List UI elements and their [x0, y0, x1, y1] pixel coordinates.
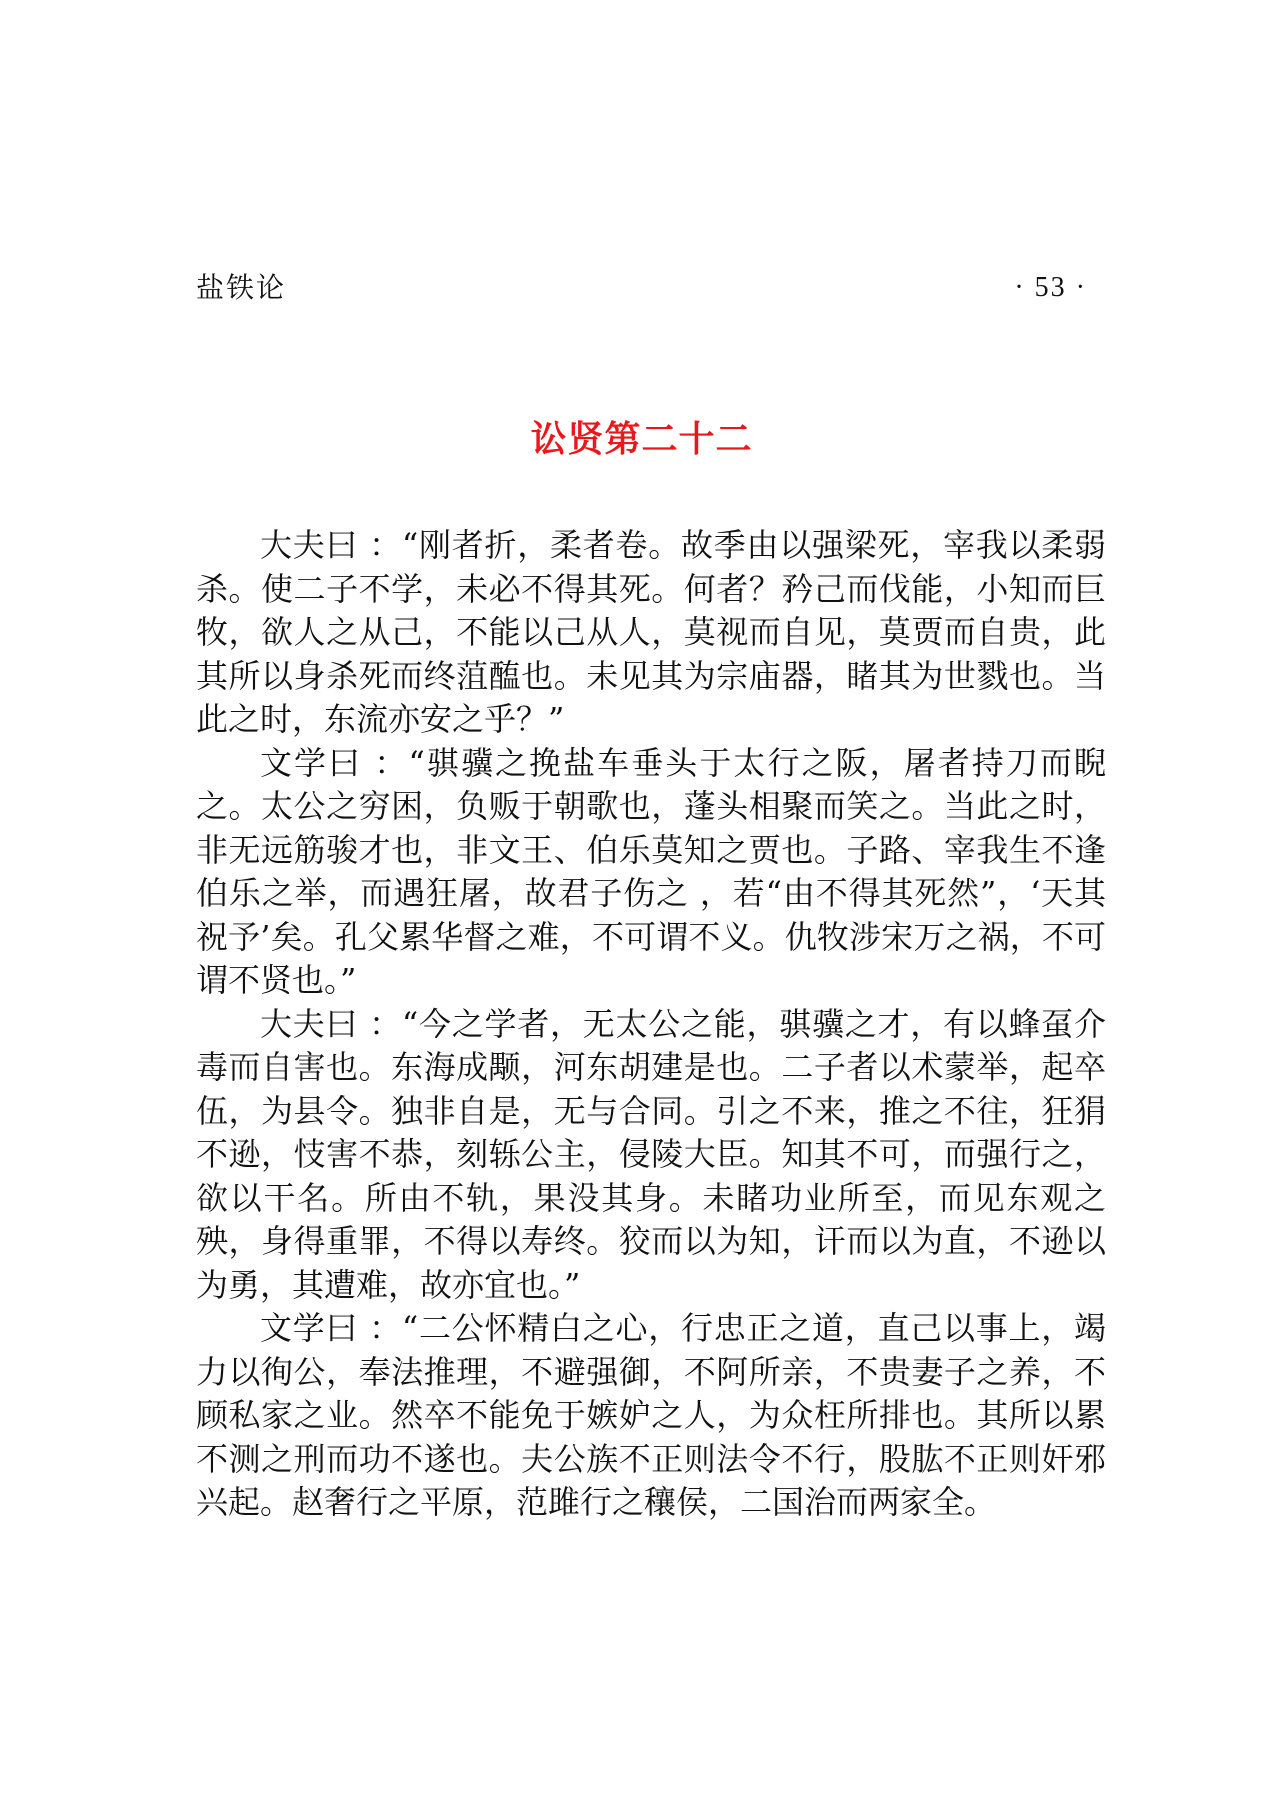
page-number: · 53 · [1014, 272, 1087, 303]
paragraph-1: 大夫曰 ：“刚者折，柔者卷。故季由以强梁死，宰我以柔弱杀。使二子不学，未必不得其死。何者？矜己而伐能，小知而巨牧，欲人之从己，不能以己从人，莫视而自见，莫贾而自贵，此其所以身杀死而终菹醢也。未见其为宗庙器，睹其为世戮也。当此之时，东流亦安之乎？” [196, 526, 1106, 738]
body-text [196, 524, 1106, 1525]
chapter-title: 讼贤第二十二 [530, 418, 753, 460]
paragraph-2: 文学曰 ：“骐骥之挽盐车垂头于太行之阪，屠者持刀而睨之。太公之穷困，负贩于朝歌也，蓬头相聚而笑之。当此之时，非无远筋骏才也，非文王、伯乐莫知之贾也。子路、宰我生不逢伯乐之举，而遇狂屠，故君子伤之 ，若“由不得其死然”，‘天其祝予’矣。孔父累华督之难，不可谓不义。仇牧涉宋万之祸，不可谓不贤也。” [196, 743, 1106, 999]
running-header [196, 268, 1087, 308]
book-title: 盐铁论 [196, 271, 287, 304]
paragraph-3: 大夫曰 ：“今之学者，无太公之能，骐骥之才，有以蜂虿介毒而自害也。东海成颙，河东胡建是也。二子者以术蒙举，起卒伍，为县令。独非自是，无与合同。引之不来，推之不往，狂狷不逊，忮害不恭，刻轹公主，侵陵大臣。知其不可，而强行之，欲以干名。所由不轨，果没其身。未睹功业所至，而见东观之殃，身得重罪，不得以寿终。狡而以为知，讦而以为直，不逊以为勇，其遭难，故亦宜也。” [196, 1004, 1106, 1304]
paragraph-4: 文学曰 ：“二公怀精白之心，行忠正之道，直己以事上，竭力以徇公，奉法推理，不避强御，不阿所亲，不贵妻子之养，不顾私家之业。然卒不能免于嫉妒之人，为众枉所排也。其所以累不测之刑而功不遂也。夫公族不正则法令不行，股肱不正则奸邪兴起。赵奢行之平原，范雎行之穰侯，二国治而两家全。 [196, 1309, 1106, 1521]
